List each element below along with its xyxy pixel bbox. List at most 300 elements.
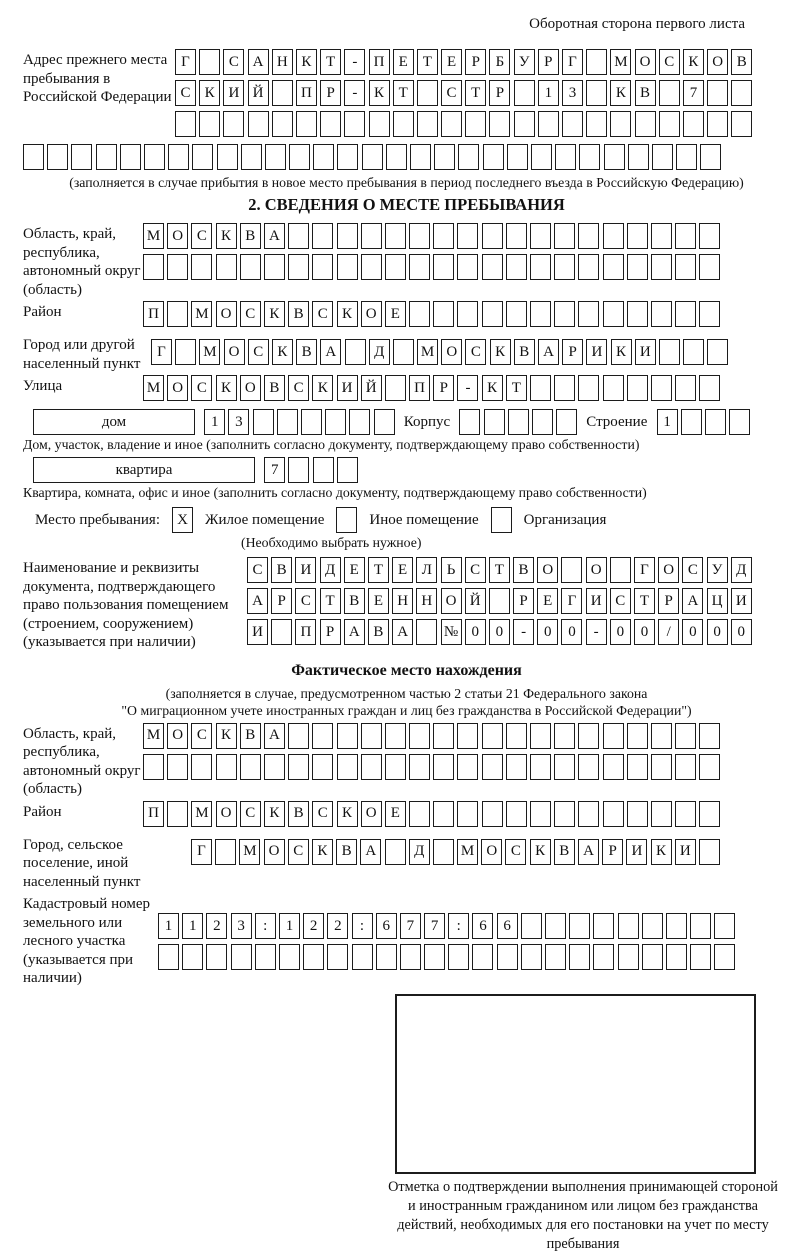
char-cell[interactable] [659,339,680,365]
char-cell[interactable]: А [392,619,413,645]
char-cell[interactable]: № [441,619,462,645]
char-cell[interactable] [675,301,696,327]
char-cell[interactable] [448,944,469,970]
char-cell[interactable]: Р [562,339,583,365]
char-cell[interactable]: В [271,557,292,583]
char-cell[interactable]: 0 [489,619,510,645]
char-cell[interactable] [433,801,454,827]
char-cell[interactable]: К [199,80,220,106]
char-cell[interactable]: 2 [303,913,324,939]
char-cell[interactable] [690,913,711,939]
char-cell[interactable] [465,111,486,137]
char-cell[interactable] [578,254,599,280]
char-cell[interactable] [506,301,527,327]
char-cell[interactable] [561,557,582,583]
char-cell[interactable]: К [369,80,390,106]
char-cell[interactable] [385,223,406,249]
char-cell[interactable]: Н [392,588,413,614]
char-cell[interactable] [369,111,390,137]
char-cell[interactable]: Р [271,588,292,614]
char-cell[interactable] [434,144,455,170]
char-cell[interactable]: 6 [497,913,518,939]
char-cell[interactable]: К [312,375,333,401]
char-cell[interactable] [417,111,438,137]
char-cell[interactable]: М [199,339,220,365]
char-cell[interactable] [199,49,220,75]
char-cell[interactable] [416,619,437,645]
char-cell[interactable] [361,723,382,749]
char-cell[interactable]: С [191,723,212,749]
char-cell[interactable]: С [659,49,680,75]
char-cell[interactable]: М [417,339,438,365]
char-cell[interactable] [627,754,648,780]
char-cell[interactable]: 0 [537,619,558,645]
char-cell[interactable]: О [224,339,245,365]
char-cell[interactable]: : [448,913,469,939]
char-cell[interactable]: Р [465,49,486,75]
char-cell[interactable] [603,375,624,401]
char-cell[interactable] [530,754,551,780]
char-cell[interactable] [578,723,599,749]
char-cell[interactable]: / [658,619,679,645]
char-cell[interactable]: 2 [206,913,227,939]
char-cell[interactable]: Т [320,49,341,75]
char-cell[interactable] [337,723,358,749]
char-cell[interactable]: И [675,839,696,865]
char-cell[interactable]: Е [392,557,413,583]
char-cell[interactable]: О [361,301,382,327]
char-cell[interactable] [627,223,648,249]
char-cell[interactable] [191,254,212,280]
char-cell[interactable] [362,144,383,170]
char-cell[interactable] [714,913,735,939]
char-cell[interactable] [593,944,614,970]
char-cell[interactable] [344,111,365,137]
char-cell[interactable]: 1 [657,409,678,435]
char-cell[interactable]: А [682,588,703,614]
char-cell[interactable] [530,723,551,749]
char-cell[interactable] [409,723,430,749]
char-cell[interactable] [337,457,358,483]
char-cell[interactable]: О [361,801,382,827]
char-cell[interactable]: А [344,619,365,645]
char-cell[interactable] [683,111,704,137]
char-cell[interactable]: С [465,339,486,365]
char-cell[interactable] [627,723,648,749]
char-cell[interactable] [628,144,649,170]
char-cell[interactable] [296,111,317,137]
checkbox-residential[interactable]: X [172,507,193,533]
char-cell[interactable] [182,944,203,970]
char-cell[interactable] [627,254,648,280]
char-cell[interactable] [652,144,673,170]
char-cell[interactable] [71,144,92,170]
char-cell[interactable] [578,754,599,780]
char-cell[interactable] [255,944,276,970]
char-cell[interactable]: К [530,839,551,865]
char-cell[interactable]: 3 [562,80,583,106]
char-cell[interactable]: Д [320,557,341,583]
char-cell[interactable]: И [337,375,358,401]
char-cell[interactable] [675,723,696,749]
char-cell[interactable] [521,944,542,970]
char-cell[interactable]: С [223,49,244,75]
char-cell[interactable] [288,457,309,483]
char-cell[interactable]: 0 [707,619,728,645]
char-cell[interactable] [385,754,406,780]
char-cell[interactable] [554,754,575,780]
char-cell[interactable]: Й [248,80,269,106]
char-cell[interactable]: - [457,375,478,401]
char-cell[interactable]: Т [465,80,486,106]
char-cell[interactable] [325,409,346,435]
char-cell[interactable] [361,254,382,280]
char-cell[interactable] [457,301,478,327]
char-cell[interactable] [289,144,310,170]
char-cell[interactable] [651,801,672,827]
char-cell[interactable] [699,254,720,280]
char-cell[interactable]: Е [385,801,406,827]
char-cell[interactable] [457,801,478,827]
char-cell[interactable] [651,301,672,327]
char-cell[interactable]: Т [417,49,438,75]
char-cell[interactable] [521,913,542,939]
char-cell[interactable]: О [441,588,462,614]
char-cell[interactable]: Й [465,588,486,614]
char-cell[interactable] [530,375,551,401]
char-cell[interactable]: А [248,49,269,75]
char-cell[interactable] [555,144,576,170]
char-cell[interactable] [272,111,293,137]
char-cell[interactable]: 2 [327,913,348,939]
char-cell[interactable] [385,723,406,749]
char-cell[interactable] [457,254,478,280]
char-cell[interactable] [666,944,687,970]
char-cell[interactable]: О [635,49,656,75]
char-cell[interactable] [530,301,551,327]
char-cell[interactable] [705,409,726,435]
char-cell[interactable]: Г [634,557,655,583]
char-cell[interactable]: Р [489,80,510,106]
char-cell[interactable] [675,375,696,401]
char-cell[interactable] [497,944,518,970]
char-cell[interactable]: С [247,557,268,583]
char-cell[interactable]: В [296,339,317,365]
char-cell[interactable] [352,944,373,970]
char-cell[interactable] [264,254,285,280]
char-cell[interactable]: А [247,588,268,614]
char-cell[interactable] [506,223,527,249]
char-cell[interactable]: А [264,723,285,749]
char-cell[interactable]: 1 [279,913,300,939]
char-cell[interactable]: Р [433,375,454,401]
char-cell[interactable] [532,409,553,435]
char-cell[interactable]: О [216,301,237,327]
char-cell[interactable]: 7 [264,457,285,483]
char-cell[interactable]: Е [537,588,558,614]
char-cell[interactable]: О [167,223,188,249]
char-cell[interactable]: О [264,839,285,865]
char-cell[interactable]: С [295,588,316,614]
char-cell[interactable] [265,144,286,170]
char-cell[interactable]: 1 [158,913,179,939]
char-cell[interactable] [312,223,333,249]
char-cell[interactable] [651,254,672,280]
char-cell[interactable]: Й [361,375,382,401]
char-cell[interactable]: Е [344,557,365,583]
char-cell[interactable] [206,944,227,970]
char-cell[interactable]: Р [513,588,534,614]
char-cell[interactable] [593,913,614,939]
char-cell[interactable]: О [216,801,237,827]
char-cell[interactable]: О [240,375,261,401]
char-cell[interactable] [248,111,269,137]
char-cell[interactable] [699,754,720,780]
char-cell[interactable] [699,301,720,327]
char-cell[interactable] [569,944,590,970]
char-cell[interactable] [627,301,648,327]
char-cell[interactable] [337,223,358,249]
char-cell[interactable] [217,144,238,170]
char-cell[interactable]: К [272,339,293,365]
char-cell[interactable] [433,223,454,249]
char-cell[interactable] [349,409,370,435]
char-cell[interactable] [433,301,454,327]
char-cell[interactable] [538,111,559,137]
char-cell[interactable] [385,839,406,865]
char-cell[interactable] [578,375,599,401]
char-cell[interactable] [409,301,430,327]
char-cell[interactable] [409,754,430,780]
char-cell[interactable] [144,144,165,170]
char-cell[interactable] [482,801,503,827]
char-cell[interactable] [554,301,575,327]
char-cell[interactable]: А [320,339,341,365]
char-cell[interactable]: Г [151,339,172,365]
char-cell[interactable]: С [191,223,212,249]
char-cell[interactable] [288,223,309,249]
char-cell[interactable]: 1 [204,409,225,435]
char-cell[interactable]: П [295,619,316,645]
char-cell[interactable] [675,223,696,249]
char-cell[interactable] [554,801,575,827]
char-cell[interactable]: - [344,49,365,75]
char-cell[interactable]: С [288,839,309,865]
char-cell[interactable] [651,754,672,780]
char-cell[interactable]: Б [489,49,510,75]
char-cell[interactable]: В [635,80,656,106]
char-cell[interactable] [337,144,358,170]
char-cell[interactable]: О [441,339,462,365]
char-cell[interactable] [489,588,510,614]
char-cell[interactable]: Т [393,80,414,106]
char-cell[interactable]: 3 [231,913,252,939]
char-cell[interactable]: И [731,588,752,614]
char-cell[interactable] [167,254,188,280]
char-cell[interactable] [659,80,680,106]
char-cell[interactable]: В [731,49,752,75]
char-cell[interactable] [707,339,728,365]
char-cell[interactable] [603,723,624,749]
char-cell[interactable] [482,301,503,327]
char-cell[interactable] [345,339,366,365]
char-cell[interactable]: Р [320,619,341,645]
char-cell[interactable]: В [514,339,535,365]
char-cell[interactable] [433,254,454,280]
char-cell[interactable] [417,80,438,106]
char-cell[interactable] [545,944,566,970]
char-cell[interactable]: М [457,839,478,865]
char-cell[interactable] [409,223,430,249]
char-cell[interactable] [253,409,274,435]
char-cell[interactable] [690,944,711,970]
char-cell[interactable]: К [610,80,631,106]
char-cell[interactable] [313,457,334,483]
char-cell[interactable] [457,754,478,780]
char-cell[interactable] [482,254,503,280]
char-cell[interactable]: М [143,223,164,249]
char-cell[interactable]: С [312,801,333,827]
char-cell[interactable]: И [223,80,244,106]
char-cell[interactable] [393,339,414,365]
char-cell[interactable]: О [537,557,558,583]
char-cell[interactable] [288,723,309,749]
char-cell[interactable]: И [586,339,607,365]
char-cell[interactable] [96,144,117,170]
char-cell[interactable]: 6 [376,913,397,939]
char-cell[interactable]: Т [368,557,389,583]
char-cell[interactable] [482,723,503,749]
char-cell[interactable]: К [296,49,317,75]
char-cell[interactable] [167,754,188,780]
char-cell[interactable] [508,409,529,435]
char-cell[interactable] [506,723,527,749]
char-cell[interactable] [714,944,735,970]
char-cell[interactable]: 0 [610,619,631,645]
char-cell[interactable]: М [143,375,164,401]
char-cell[interactable] [192,144,213,170]
char-cell[interactable] [482,223,503,249]
char-cell[interactable]: В [336,839,357,865]
char-cell[interactable] [729,409,750,435]
char-cell[interactable] [700,144,721,170]
char-cell[interactable]: И [626,839,647,865]
char-cell[interactable] [651,375,672,401]
char-cell[interactable] [578,801,599,827]
char-cell[interactable] [482,754,503,780]
char-cell[interactable]: А [538,339,559,365]
char-cell[interactable] [312,254,333,280]
char-cell[interactable]: Е [393,49,414,75]
char-cell[interactable] [320,111,341,137]
char-cell[interactable]: Л [416,557,437,583]
char-cell[interactable] [223,111,244,137]
char-cell[interactable]: С [248,339,269,365]
char-cell[interactable]: 3 [228,409,249,435]
char-cell[interactable]: Г [561,588,582,614]
char-cell[interactable]: К [611,339,632,365]
char-cell[interactable] [120,144,141,170]
char-cell[interactable] [277,409,298,435]
char-cell[interactable]: Г [562,49,583,75]
char-cell[interactable]: О [167,375,188,401]
char-cell[interactable]: Т [506,375,527,401]
char-cell[interactable]: : [255,913,276,939]
char-cell[interactable]: К [683,49,704,75]
char-cell[interactable]: 1 [538,80,559,106]
char-cell[interactable] [676,144,697,170]
char-cell[interactable] [731,80,752,106]
char-cell[interactable]: М [143,723,164,749]
char-cell[interactable] [627,375,648,401]
char-cell[interactable]: Н [272,49,293,75]
char-cell[interactable]: 0 [634,619,655,645]
char-cell[interactable]: С [465,557,486,583]
char-cell[interactable]: В [264,375,285,401]
char-cell[interactable] [554,223,575,249]
char-cell[interactable] [530,254,551,280]
char-cell[interactable] [506,254,527,280]
char-cell[interactable]: С [240,801,261,827]
char-cell[interactable]: С [312,301,333,327]
char-cell[interactable] [489,111,510,137]
char-cell[interactable] [167,301,188,327]
char-cell[interactable]: М [610,49,631,75]
char-cell[interactable] [731,111,752,137]
char-cell[interactable] [699,801,720,827]
char-cell[interactable] [699,839,720,865]
char-cell[interactable]: Р [320,80,341,106]
checkbox-other-premises[interactable] [336,507,357,533]
char-cell[interactable] [23,144,44,170]
char-cell[interactable]: К [264,801,285,827]
char-cell[interactable]: С [682,557,703,583]
char-cell[interactable] [603,301,624,327]
char-cell[interactable] [675,254,696,280]
char-cell[interactable] [361,223,382,249]
char-cell[interactable] [301,409,322,435]
char-cell[interactable] [483,144,504,170]
char-cell[interactable] [312,723,333,749]
char-cell[interactable] [666,913,687,939]
char-cell[interactable] [699,375,720,401]
char-cell[interactable] [158,944,179,970]
char-cell[interactable] [484,409,505,435]
char-cell[interactable] [240,754,261,780]
char-cell[interactable] [603,223,624,249]
char-cell[interactable] [659,111,680,137]
char-cell[interactable] [424,944,445,970]
char-cell[interactable]: Г [191,839,212,865]
char-cell[interactable]: Д [409,839,430,865]
char-cell[interactable]: К [651,839,672,865]
char-cell[interactable]: П [143,301,164,327]
char-cell[interactable]: Д [731,557,752,583]
char-cell[interactable]: 0 [731,619,752,645]
char-cell[interactable] [579,144,600,170]
char-cell[interactable] [530,223,551,249]
char-cell[interactable] [506,801,527,827]
char-cell[interactable]: К [312,839,333,865]
char-cell[interactable] [337,754,358,780]
char-cell[interactable]: П [296,80,317,106]
char-cell[interactable] [610,557,631,583]
char-cell[interactable] [603,254,624,280]
char-cell[interactable]: Ь [441,557,462,583]
char-cell[interactable] [143,254,164,280]
char-cell[interactable] [271,619,292,645]
char-cell[interactable] [586,49,607,75]
